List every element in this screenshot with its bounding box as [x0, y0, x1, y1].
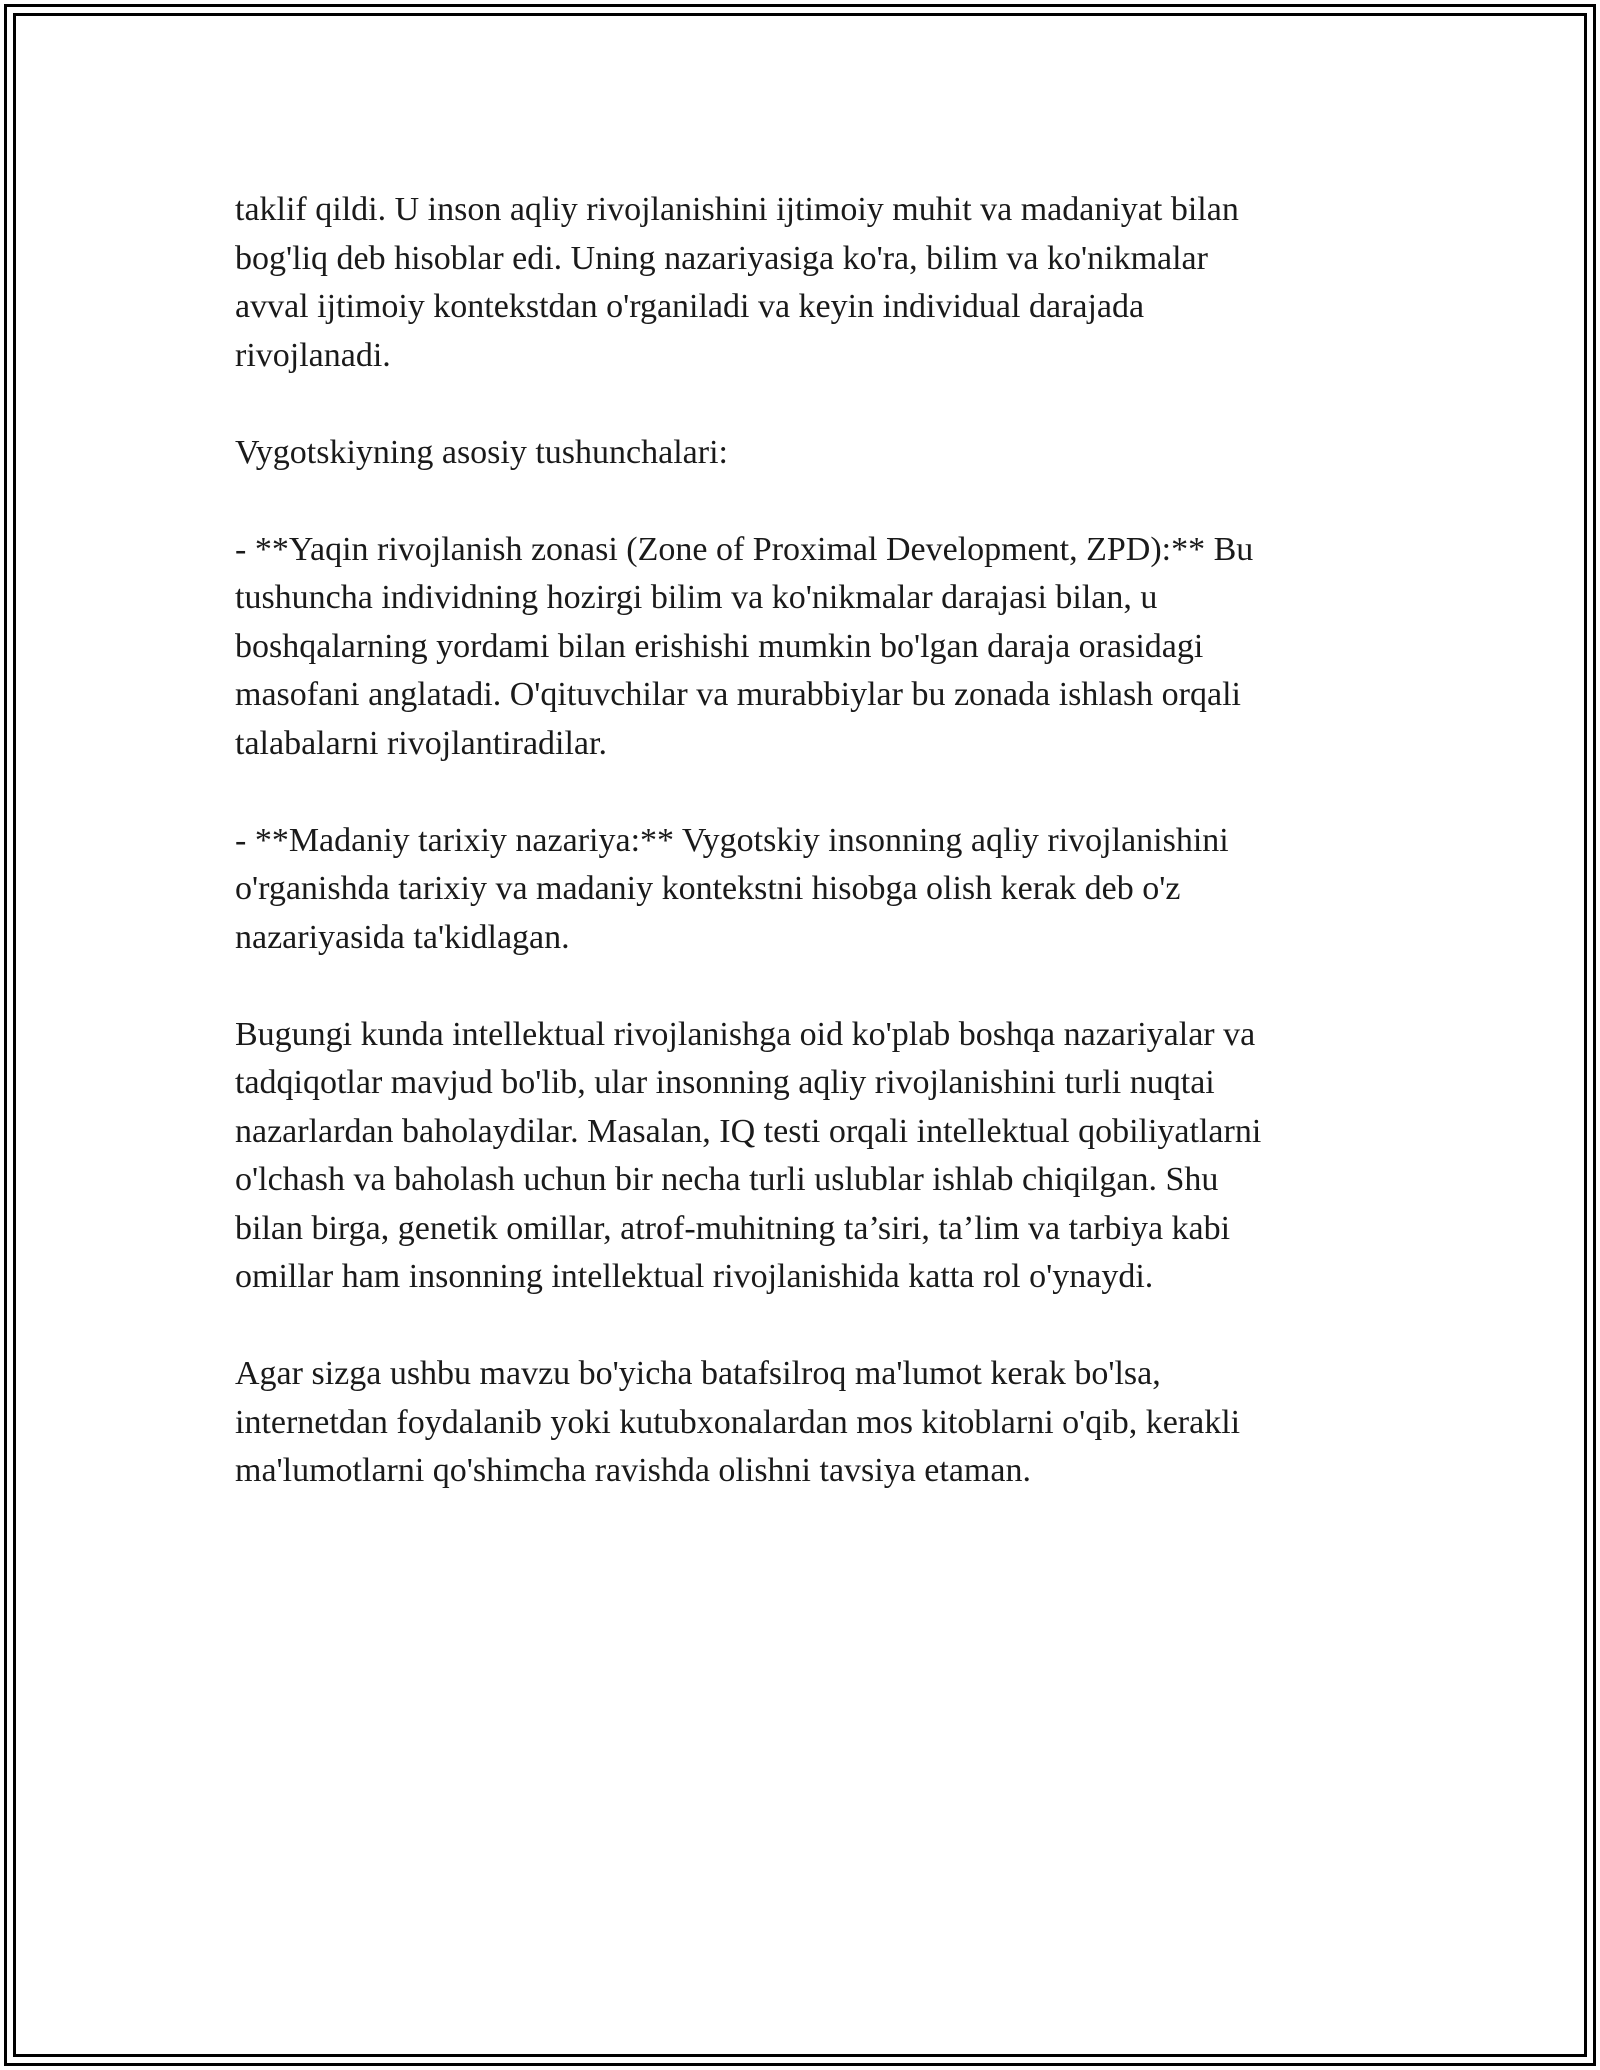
- text-line: masofani anglatadi. O'qituvchilar va murabbiylar bu zonada ishlash orqali: [235, 676, 1241, 713]
- document-body: [235, 186, 1365, 1544]
- text-line: o'lchash va baholash uchun bir necha turli uslublar ishlab chiqilgan. Shu: [235, 1161, 1219, 1198]
- paragraph-3: [235, 526, 1365, 769]
- text-line: o'rganishda tarixiy va madaniy kontekstni hisobga olish kerak deb o'z: [235, 870, 1181, 907]
- text-line: omillar ham insonning intellektual rivojlanishida katta rol o'ynaydi.: [235, 1258, 1154, 1295]
- text-line: nazarlardan baholaydilar. Masalan, IQ testi orqali intellektual qobiliyatlarni: [235, 1112, 1262, 1150]
- paragraph-1: [235, 186, 1365, 380]
- text-line: nazariyasida ta'kidlagan.: [235, 918, 570, 956]
- text-line: internetdan foydalanib yoki kutubxonalardan mos kitoblarni o'qib, kerakli: [235, 1403, 1241, 1441]
- paragraph-5: [235, 1011, 1365, 1302]
- paragraph-2: [235, 429, 1365, 478]
- paragraph-4: [235, 817, 1365, 963]
- text-line: avval ijtimoiy kontekstdan o'rganiladi va keyin individual darajada: [235, 288, 1145, 325]
- text-line: taklif qildi. U inson aqliy rivojlanishini ijtimoiy muhit va madaniyat bilan: [235, 191, 1239, 228]
- text-line: tushuncha individning hozirgi bilim va ko'nikmalar darajasi bilan, u: [235, 579, 1158, 616]
- text-line: - **Yaqin rivojlanish zonasi (Zone of Proximal Development, ZPD):** Bu: [235, 530, 1254, 568]
- text-line: bilan birga, genetik omillar, atrof-muhitning ta’siri, ta’lim va tarbiya kabi: [235, 1209, 1231, 1247]
- text-line: tadqiqotlar mavjud bo'lib, ular insonning aqliy rivojlanishini turli nuqtai: [235, 1064, 1215, 1101]
- paragraph-6: [235, 1350, 1365, 1496]
- text-line: bog'liq deb hisoblar edi. Uning nazariyasiga ko'ra, bilim va ko'nikmalar: [235, 239, 1208, 277]
- text-line: Bugungi kunda intellektual rivojlanishga oid ko'plab boshqa nazariyalar va: [235, 1015, 1256, 1053]
- text-line: ma'lumotlarni qo'shimcha ravishda olishni tavsiya etaman.: [235, 1452, 1031, 1489]
- text-line: Agar sizga ushbu mavzu bo'yicha batafsilroq ma'lumot kerak bo'lsa,: [235, 1355, 1161, 1392]
- text-line: - **Madaniy tarixiy nazariya:** Vygotskiy insonning aqliy rivojlanishini: [235, 821, 1229, 859]
- text-line: boshqalarning yordami bilan erishishi mumkin bo'lgan daraja orasidagi: [235, 627, 1204, 665]
- text-line: talabalarni rivojlantiradilar.: [235, 724, 607, 762]
- text-line: Vygotskiyning asosiy tushunchalari:: [235, 433, 728, 471]
- text-line: rivojlanadi.: [235, 336, 391, 374]
